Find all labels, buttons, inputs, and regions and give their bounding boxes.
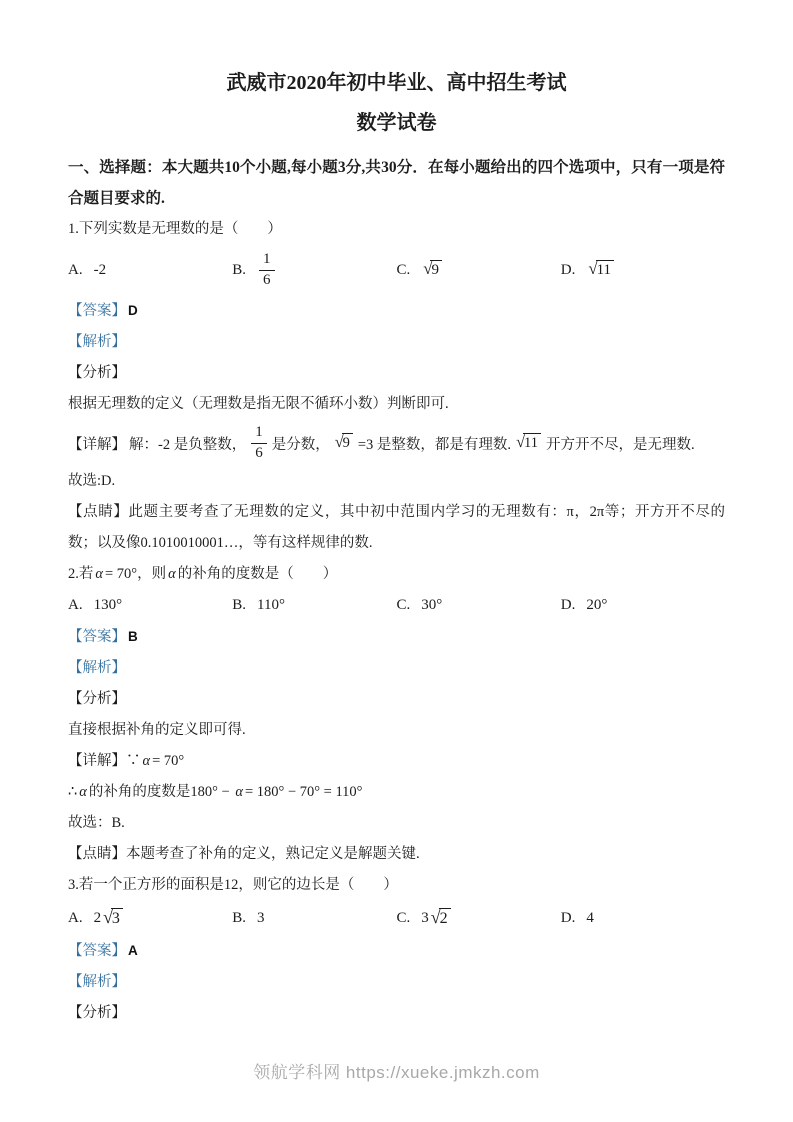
radicand: 2 [439,908,451,927]
sqrt-11 [516,434,541,452]
stem-text: = 70°，则 [105,566,167,582]
answer-label: 【答案】 [68,943,126,959]
answer-label: 【答案】 [68,629,126,645]
sqrt-9 [423,261,442,279]
analyze-line [68,358,725,389]
fraction-one-sixth [259,251,275,289]
detail-line-2 [68,777,725,808]
option-letter: B. [232,261,247,278]
option-value: 4 [586,909,594,926]
question-3-options [68,901,725,935]
note-line [68,839,725,870]
coefficient: 2 [93,909,102,926]
radicand: 11 [596,260,614,278]
detail-text-part2: 是分数， [271,436,330,453]
question-2-option-a [68,597,232,614]
question-2-options [68,590,725,621]
answer-value: D [128,303,138,318]
stem-text: 的补角的度数是（ ） [177,566,338,582]
explain-label: 【解析】 [68,660,126,676]
explain-line [68,967,725,998]
question-1-option-d [561,261,725,279]
because-symbol: ∵ [126,753,141,769]
option-letter: C. [396,597,411,613]
therefore-symbol: ∴ [68,784,78,800]
alpha-symbol: α [79,784,87,800]
exam-title: 武威市2020年初中毕业、高中招生考试 [226,72,567,94]
radical-icon: √ [103,906,113,927]
answer-label: 【答案】 [68,303,126,319]
question-1-option-c [397,261,561,279]
analyze-label: 【分析】 [68,691,126,707]
fraction-denominator: 6 [255,444,263,461]
option-value: 3 [257,909,265,926]
fraction-denominator: 6 [263,271,271,288]
detail-text: = 180° − 70° = 110° [244,784,363,800]
sqrt-3 [103,906,123,928]
answer-line [68,295,725,327]
explain-label: 【解析】 [68,334,126,350]
question-1-options [68,245,725,295]
question-1-stem: 1.下列实数是无理数的是（ ） [68,221,282,237]
answer-line [68,935,725,967]
radicand: 9 [430,260,442,278]
fraction-numerator: 1 [251,424,267,443]
conclusion-text: 故选：B. [68,815,125,831]
alpha-symbol: α [235,784,243,800]
note-label: 【点睛】 [68,504,129,520]
radical-icon: √ [588,259,598,278]
note-label: 【点睛】 [68,846,126,862]
option-letter: A. [68,261,83,278]
stem-text: 2.若 [68,566,94,582]
option-letter: B. [232,909,247,926]
question-1-option-b [232,251,396,289]
question-2-option-d [561,597,725,614]
question-2-option-b [232,597,396,614]
analyze-line [68,684,725,715]
detail-label: 【详解】 [68,436,126,453]
coefficient: 3 [421,909,429,926]
option-letter: A. [68,909,83,926]
radical-icon: √ [516,433,525,451]
sqrt-9 [335,434,353,452]
question-3 [68,870,725,1029]
alpha-symbol: α [142,753,151,769]
note-line [68,497,725,559]
option-value: 110° [257,597,285,613]
detail-line-1 [68,746,725,777]
question-3-option-b [232,910,396,927]
question-2 [68,559,725,870]
answer-value: B [128,629,138,644]
radicand: 9 [342,433,353,451]
option-letter: A. [68,597,83,613]
option-value: 130° [93,597,123,613]
option-value: 20° [586,597,608,613]
option-letter: C. [396,261,411,278]
radicand: 11 [523,433,541,451]
watermark: 领航学科网 https://xueke.jmkzh.com [253,1063,540,1082]
option-letter: D. [560,597,576,613]
analyze-label: 【分析】 [68,1005,126,1021]
answer-line [68,621,725,653]
detail-line [68,420,725,466]
radicand: 3 [111,908,123,927]
radical-icon: √ [430,906,441,927]
option-letter: C. [396,909,411,926]
detail-text-part4: 开方开不尽，是无理数. [545,436,695,453]
detail-text: = 70° [152,753,185,769]
note-text: 此题主要考查了无理数的定义，其中初中范围内学习的无理数有：π，2π等；开方开不尽的数；以及像0.1010010001…，等有这样规律的数. [68,504,726,551]
analysis-text: 根据无理数的定义（无理数是指无限不循环小数）判断即可. [68,396,449,412]
conclusion-text: 故选:D. [68,473,116,489]
exam-subtitle: 数学试卷 [356,112,437,134]
option-value: -2 [93,261,107,278]
option-letter: D. [560,261,576,278]
radical-icon: √ [334,433,344,451]
question-1 [68,214,725,559]
explain-line [68,653,725,684]
fraction-numerator: 1 [259,251,275,270]
explain-label: 【解析】 [68,974,126,990]
question-3-stem: 3.若一个正方形的面积是12，则它的边长是（ ） [68,877,398,893]
option-value: 30° [421,597,443,613]
alpha-symbol: α [95,566,103,582]
detail-text: 的补角的度数是180° − [88,784,234,800]
option-letter: D. [560,909,576,926]
radical-icon: √ [423,259,433,278]
question-3-option-a [68,906,232,928]
detail-text-part3: =3 是整数，都是有理数. [357,436,512,453]
question-2-stem [68,559,725,590]
question-3-option-c [396,906,561,928]
option-letter: B. [232,597,247,613]
detail-label: 【详解】 [68,753,126,769]
fraction-one-sixth [251,424,267,462]
question-1-option-a [68,262,232,279]
sqrt-11 [588,261,614,279]
note-text: 本题考查了补角的定义，熟记定义是解题关键. [126,846,420,862]
analysis-text: 直接根据补角的定义即可得. [68,722,246,738]
alpha-symbol: α [168,566,176,582]
section-1-header: 一、选择题：本大题共10个小题,每小题3分,共30分．在每小题给出的四个选项中，只有一项是符合题目要求的. [68,159,725,207]
analyze-label: 【分析】 [68,365,126,381]
analyze-line [68,998,725,1029]
question-2-option-c [397,597,561,614]
question-3-option-d [561,910,725,927]
detail-text-part1: 解：-2 是负整数， [129,436,247,453]
explain-line [68,327,725,358]
answer-value: A [128,943,138,958]
sqrt-2 [430,906,451,928]
